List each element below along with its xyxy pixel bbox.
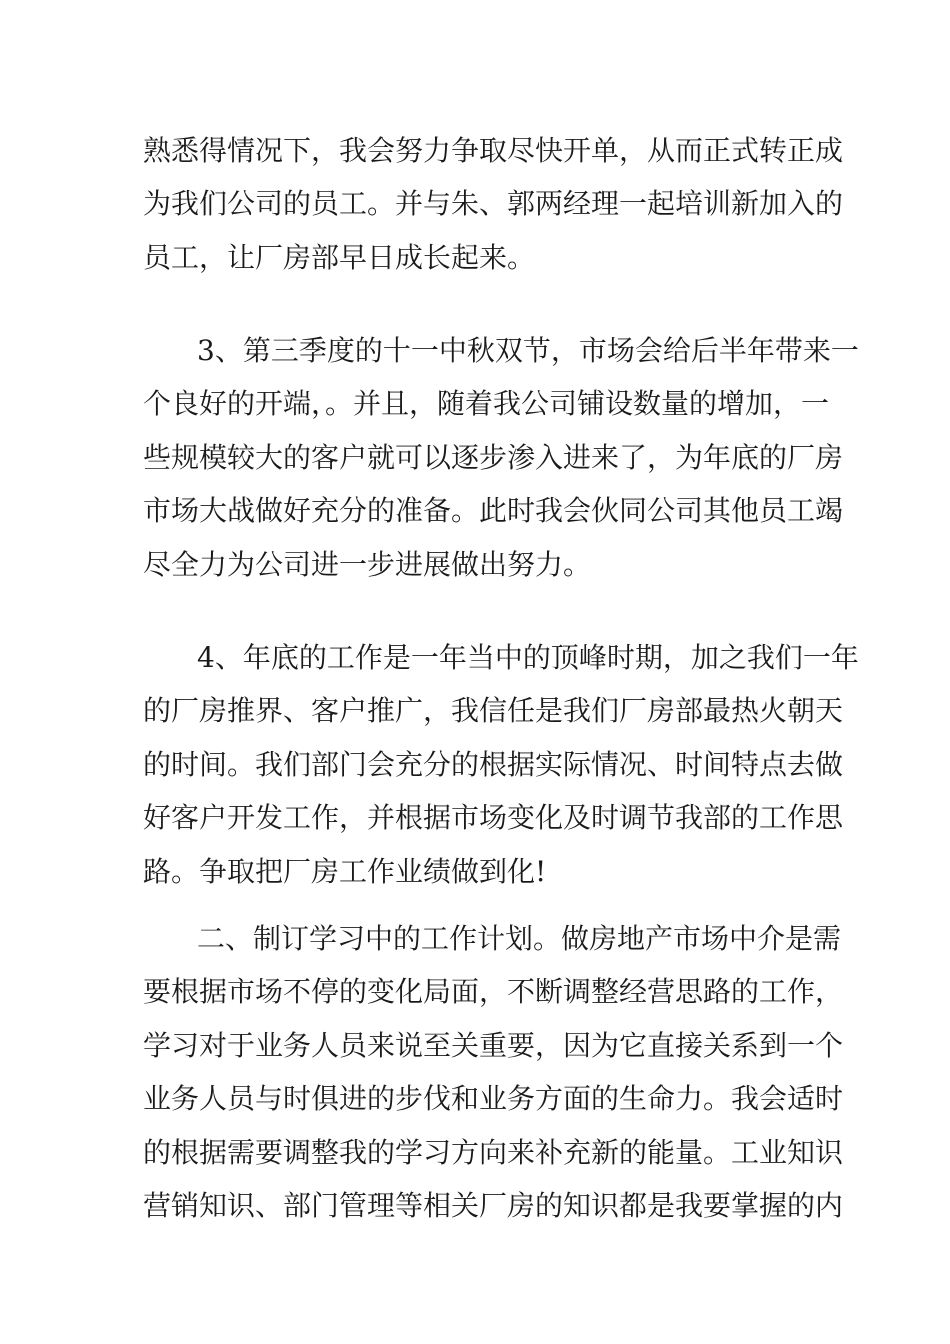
text-line: 要根据市场不停的变化局面，不断调整经营思路的工作， <box>143 975 844 1009</box>
paragraph-item-3 <box>143 324 859 591</box>
text-line: 为我们公司的员工。并与朱、郭两经理一起培训新加入的 <box>143 187 844 221</box>
paragraph-continuation <box>143 124 844 284</box>
text-line: 好客户开发工作，并根据市场变化及时调节我部的工作思 <box>143 801 844 835</box>
text-line: 业务人员与时俱进的步伐和业务方面的生命力。我会适时 <box>143 1082 844 1116</box>
text-line: 个良好的开端，。并且，随着我公司铺设数量的增加，一 <box>143 387 830 421</box>
text-line: 学习对于业务人员来说至关重要，因为它直接关系到一个 <box>143 1028 844 1062</box>
paragraph-item-4 <box>143 631 859 898</box>
text-line: 尽全力为公司进一步进展做出努力。 <box>143 547 592 581</box>
text-line: 3、第三季度的十一中秋双节，市场会给后半年带来一 <box>197 334 859 367</box>
text-line: 的厂房推界、客户推广，我信任是我们厂房部最热火朝天 <box>143 694 844 728</box>
text-line: 员工，让厂房部早日成长起来。 <box>143 240 536 274</box>
text-line: 二、制订学习中的工作计划。做房地产市场中介是需 <box>197 922 842 955</box>
text-line: 营销知识、部门管理等相关厂房的知识都是我要掌握的内 <box>143 1188 844 1222</box>
text-line: 的根据需要调整我的学习方向来补充新的能量。工业知识 <box>143 1135 844 1169</box>
text-line: 路。争取把厂房工作业绩做到化! <box>143 854 547 888</box>
text-line: 市场大战做好充分的准备。此时我会伙同公司其他员工竭 <box>143 494 844 528</box>
text-line: 些规模较大的客户就可以逐步渗入进来了，为年底的厂房 <box>143 440 844 474</box>
text-line: 的时间。我们部门会充分的根据实际情况、时间特点去做 <box>143 747 844 781</box>
text-line: 熟悉得情况下，我会努力争取尽快开单，从而正式转正成 <box>143 134 844 167</box>
text-line: 4、年底的工作是一年当中的顶峰时期，加之我们一年 <box>197 641 859 674</box>
paragraph-section-2 <box>143 912 844 1232</box>
